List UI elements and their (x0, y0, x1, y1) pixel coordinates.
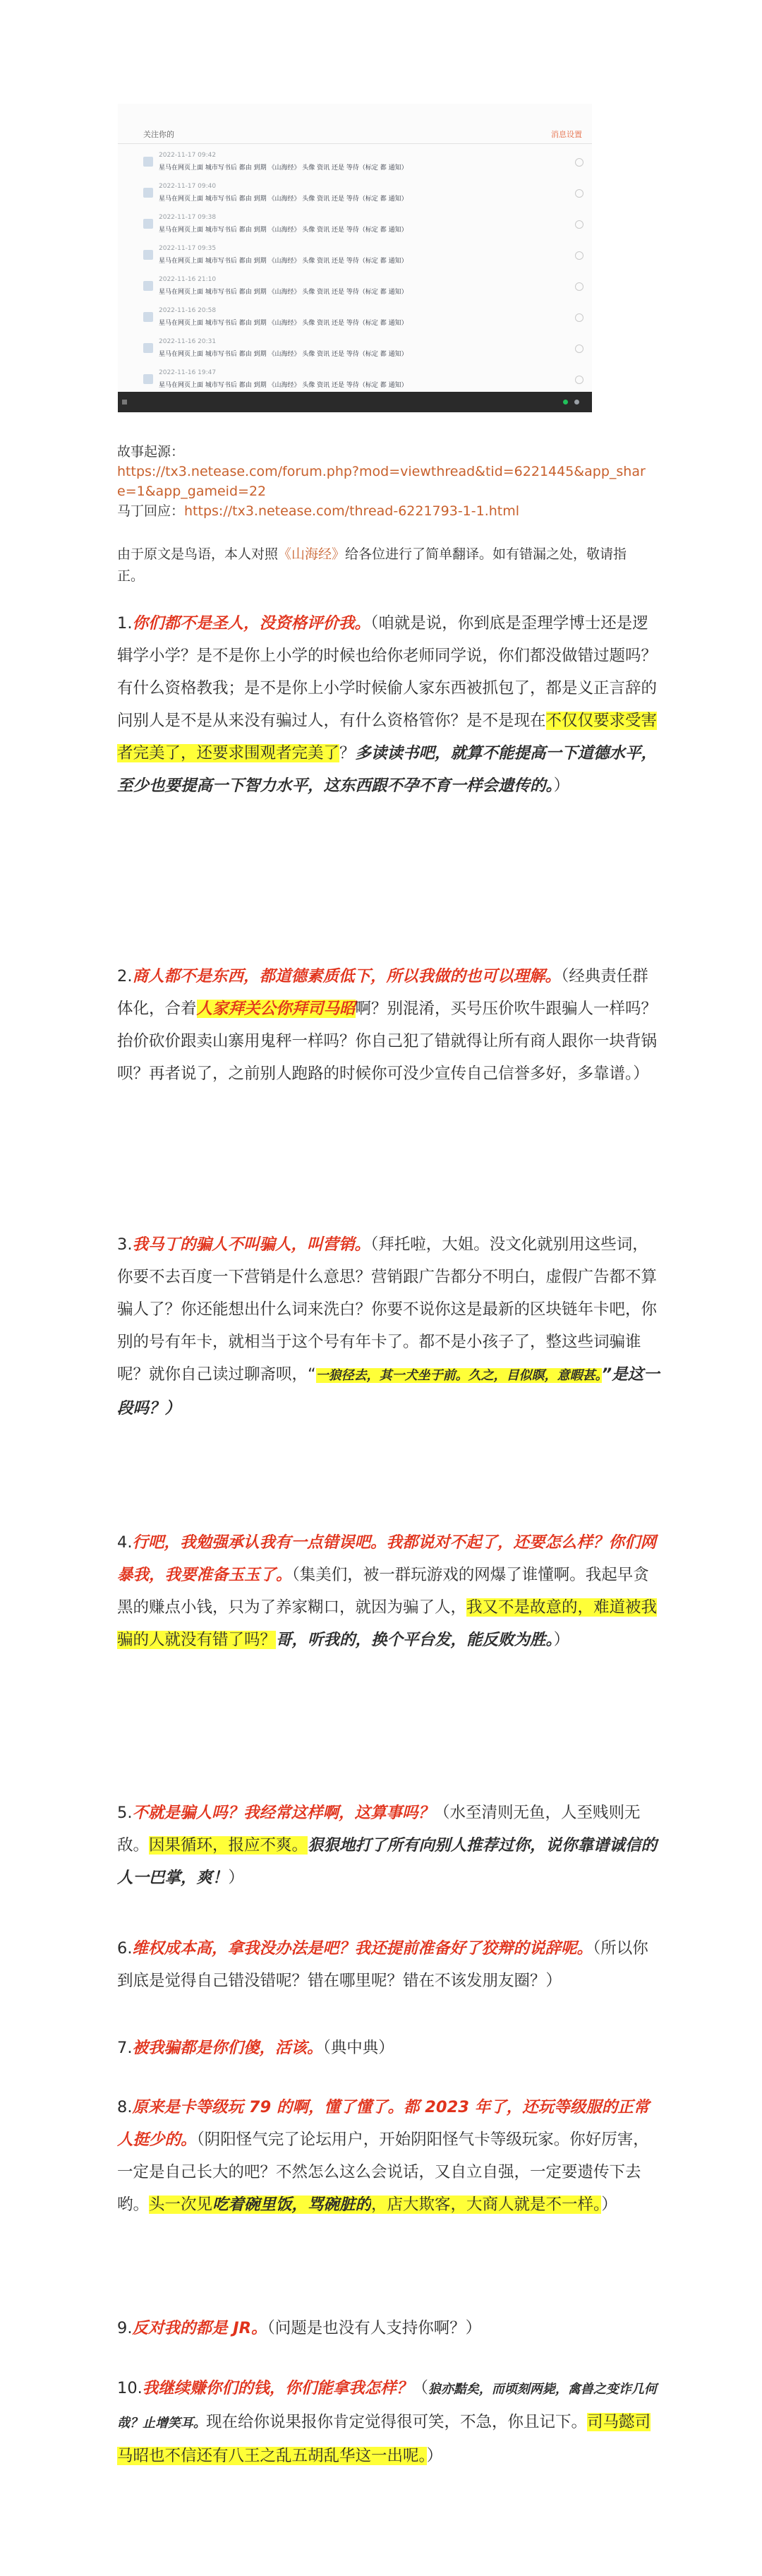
message-icon (143, 157, 153, 167)
item-number: 3. (117, 1235, 133, 1254)
item-number: 8. (117, 2098, 133, 2116)
item-number: 1. (117, 614, 133, 633)
highlight: 我又不是故意的，难道被我骗的人就没有错了吗？ (117, 1598, 658, 1649)
item-claim: 反对我的都是 JR。 (132, 2319, 267, 2337)
list-item-text: 星马在网页上面 城市写书后 都由 到期 《山海经》 头像 资讯 还是 等待（标定 都 通知） (159, 351, 408, 358)
item-text: 啊？别混淆，买号压价吹牛跟骗人一样吗？抬价砍价跟卖山寨用鬼秤一样吗？你自己犯了错就得让所有商人跟你一块背锅呗？再者说了，之前别人跑路的时候你可没少宣传自己信誉多好，多靠谱。） (117, 1000, 658, 1083)
highlight: ，店大欺客，大商人就是不一样。 (371, 2195, 602, 2214)
screenshot-list (118, 148, 592, 396)
item-claim: 我继续赚你们的钱，你们能拿我怎样？ (142, 2379, 413, 2397)
highlight: 不仅仅要求受害者完美了，还要求围观者完美了 (117, 712, 658, 762)
item-number: 10. (117, 2379, 143, 2397)
list-item-date: 2022-11-16 20:31 (159, 338, 217, 345)
list-item-text: 星马在网页上面 城市写书后 都由 到期 《山海经》 头像 资讯 还是 等待（标定 都 通知） (159, 382, 408, 389)
item-emphasis: 狼亦黠矣，而顷刻两毙，禽兽之变诈几何哉？止增笑耳。 (117, 2382, 657, 2431)
item-10 (117, 2372, 660, 2472)
item-5 (117, 1797, 660, 1894)
reply-link[interactable]: https://tx3.netease.com/thread-6221793-1-1.html (184, 503, 520, 519)
item-text: （ (412, 2379, 428, 2397)
list-item-date: 2022-11-16 20:58 (159, 307, 217, 314)
item-8 (117, 2091, 660, 2221)
highlight: 头一次见 (149, 2195, 213, 2214)
circle-icon (575, 189, 583, 198)
item-3 (117, 1228, 660, 1425)
circle-icon (575, 158, 583, 167)
item-number: 9. (117, 2319, 133, 2337)
item-emphasis: 多读读书吧，就算不能提高一下道德水平，至少也要提高一下智力水平，这东西跟不孕不育一样会遗传的。 (117, 744, 658, 795)
item-claim: 维权成本高，拿我没办法是吧？我还提前准备好了狡辩的说辞呢。 (132, 1939, 593, 1958)
item-text: （所以你到底是觉得自己错没错呢？错在哪里呢？错在不该发朋友圈？） (117, 1939, 648, 1990)
item-4 (117, 1526, 660, 1656)
item-claim: 我马丁的骗人不叫骗人，叫营销。 (132, 1235, 370, 1254)
list-item (118, 303, 592, 334)
list-item (118, 179, 592, 210)
item-text: 现在给你说果报你肯定觉得很可笑，不急，你且记下。 (206, 2413, 588, 2431)
note-text: 给各位进行了简单翻译。如有错漏之处，敬请指正。 (117, 546, 627, 584)
circle-icon (575, 345, 583, 353)
item-9 (117, 2312, 660, 2344)
item-number: 4. (117, 1533, 133, 1552)
item-claim: 不就是骗人吗？我经常这样啊，这算事吗？ (132, 1804, 434, 1822)
highlight: 因果循环，报应不爽。 (149, 1836, 308, 1855)
screenshot-more-link: 消息设置 (551, 130, 582, 139)
list-item-date: 2022-11-17 09:35 (159, 245, 217, 252)
list-item-date: 2022-11-17 09:40 (159, 183, 217, 190)
status-dot-icon (563, 400, 568, 405)
circle-icon (575, 282, 583, 291)
list-item-date: 2022-11-16 19:47 (159, 369, 217, 376)
item-text: （典中典） (322, 2039, 394, 2057)
item-text: （集美们，被一群玩游戏的网爆了谁懂啊。我起早贪黑的赚点小钱，只为了养家糊口，就因为骗了人， (117, 1566, 649, 1617)
message-icon (143, 219, 153, 229)
screenshot-page (118, 104, 592, 392)
item-1 (117, 607, 660, 802)
list-item-date: 2022-11-16 21:10 (159, 276, 217, 283)
item-text: （问题是也没有人支持你啊？） (267, 2319, 482, 2337)
item-emphasis: 哥，听我的，换个平台发，能反败为胜。 (276, 1631, 554, 1649)
item-claim: 你们都不是圣人，没资格评价我。 (132, 614, 370, 633)
origin-link[interactable]: https://tx3.netease.com/forum.php?mod=viewthread&tid=6221445&app_share=1&app_gameid=22 (117, 464, 646, 499)
message-icon (143, 188, 153, 198)
item-text: ） (601, 2195, 617, 2214)
message-icon (143, 281, 153, 291)
item-text: ？ (339, 744, 356, 762)
highlight: 吃着碗里饭，骂碗脏的 (212, 2195, 372, 2214)
list-item-text: 星马在网页上面 城市写书后 都由 到期 《山海经》 头像 资讯 还是 等待（标定 都 通知） (159, 289, 408, 296)
item-text: （咱就是说，你到底是歪理学博士还是逻辑学小学？是不是你上小学的时候也给你老师同学说，你们都没做错过题吗？有什么资格教我；是不是你上小学时候偷人家东西被抓包了，都是义正言辞的问别人是不是从来没有骗过人，有什么资格管你？是不是现在 (117, 614, 658, 730)
list-item-text: 星马在网页上面 城市写书后 都由 到期 《山海经》 头像 资讯 还是 等待（标定 都 通知） (159, 164, 408, 172)
list-item-date: 2022-11-17 09:42 (159, 152, 217, 159)
item-text: ） (553, 1631, 570, 1649)
item-number: 7. (117, 2039, 133, 2057)
item-text: ） (228, 1869, 245, 1887)
item-emphasis: 狠狠地打了所有向别人推荐过你，说你靠谱诚信的人一巴掌，爽！ (117, 1836, 658, 1887)
list-item (118, 210, 592, 241)
translator-note (117, 544, 653, 587)
item-claim: 原来是卡等级玩 79 的啊，懂了懂了。都 2023 年了，还玩等级服的正常人挺少的。 (117, 2098, 650, 2149)
message-icon (143, 250, 153, 260)
item-text: ） (553, 777, 570, 795)
source-links (117, 442, 653, 521)
item-number: 5. (117, 1804, 133, 1822)
screenshot-header (118, 126, 592, 144)
screenshot-taskbar (118, 392, 592, 412)
list-item-text: 星马在网页上面 城市写书后 都由 到期 《山海经》 头像 资讯 还是 等待（标定 都 通知） (159, 196, 408, 203)
item-number: 6. (117, 1939, 133, 1958)
list-item-text: 星马在网页上面 城市写书后 都由 到期 《山海经》 头像 资讯 还是 等待（标定 都 通知） (159, 227, 408, 234)
item-text: （经典责任群体化，合着 (117, 967, 648, 1018)
origin-label: 故事起源： (117, 444, 185, 460)
highlight: 一狼径去，其一犬坐于前。久之，目似瞑，意暇甚。 (315, 1368, 602, 1383)
menu-icon (122, 400, 127, 405)
message-icon (143, 374, 153, 384)
status-dot-icon (574, 400, 579, 405)
highlight: 人家拜关公你拜司马昭 (196, 1000, 356, 1018)
list-item (118, 148, 592, 179)
list-item (118, 334, 592, 365)
item-text: （拜托啦，大姐。没文化就别用这些词，你要不去百度一下营销是什么意思？营销跟广告都分不明白，虚假广告都不算骗人了？你还能想出什么词来洗白？你要不说你这是最新的区块链年卡吧，你别的号有年卡，就相当于这个号有年卡了。都不是小孩子了，整这些词骗谁呢？就你自己读过聊斋呗，“ (117, 1235, 658, 1384)
embedded-screenshot (118, 104, 592, 412)
highlight: 司马懿司马昭也不信还有八王之乱五胡乱华这一出呢。 (117, 2413, 651, 2465)
message-icon (143, 343, 153, 353)
screenshot-title: 关注你的 (143, 130, 174, 139)
item-6 (117, 1932, 660, 1997)
list-item (118, 241, 592, 272)
item-text: （水至清则无鱼，人至贱则无敌。 (117, 1804, 641, 1855)
circle-icon (575, 313, 583, 322)
note-text: 由于原文是鸟语，本人对照 (117, 546, 279, 562)
item-claim: 被我骗都是你们傻，活该。 (132, 2039, 323, 2057)
book-title: 《山海经》 (278, 546, 346, 562)
item-7 (117, 2032, 660, 2064)
item-claim: 商人都不是东西，都道德素质低下，所以我做的也可以理解。 (132, 967, 561, 986)
item-text: （阴阳怪气完了论坛用户，开始阴阳怪气卡等级玩家。你好厉害，一定是自己长大的吧？不然怎么这么会说话，又自立自强，一定要遗传下去哟。 (117, 2131, 649, 2214)
circle-icon (575, 220, 583, 229)
list-item-text: 星马在网页上面 城市写书后 都由 到期 《山海经》 头像 资讯 还是 等待（标定 都 通知） (159, 258, 408, 265)
circle-icon (575, 251, 583, 260)
item-number: 2. (117, 967, 133, 986)
item-claim: 行吧，我勉强承认我有一点错误吧。我都说对不起了，还要怎么样？你们网暴我，我要准备玉玉了。 (117, 1533, 656, 1584)
reply-label: 马丁回应： (117, 503, 185, 519)
item-text: ”是这一段吗？） (117, 1365, 660, 1418)
list-item-date: 2022-11-17 09:38 (159, 214, 217, 221)
message-icon (143, 312, 153, 322)
list-item (118, 272, 592, 303)
item-2 (117, 960, 660, 1090)
item-text: ） (426, 2447, 443, 2465)
list-item-text: 星马在网页上面 城市写书后 都由 到期 《山海经》 头像 资讯 还是 等待（标定 都 通知） (159, 320, 408, 327)
circle-icon (575, 376, 583, 384)
